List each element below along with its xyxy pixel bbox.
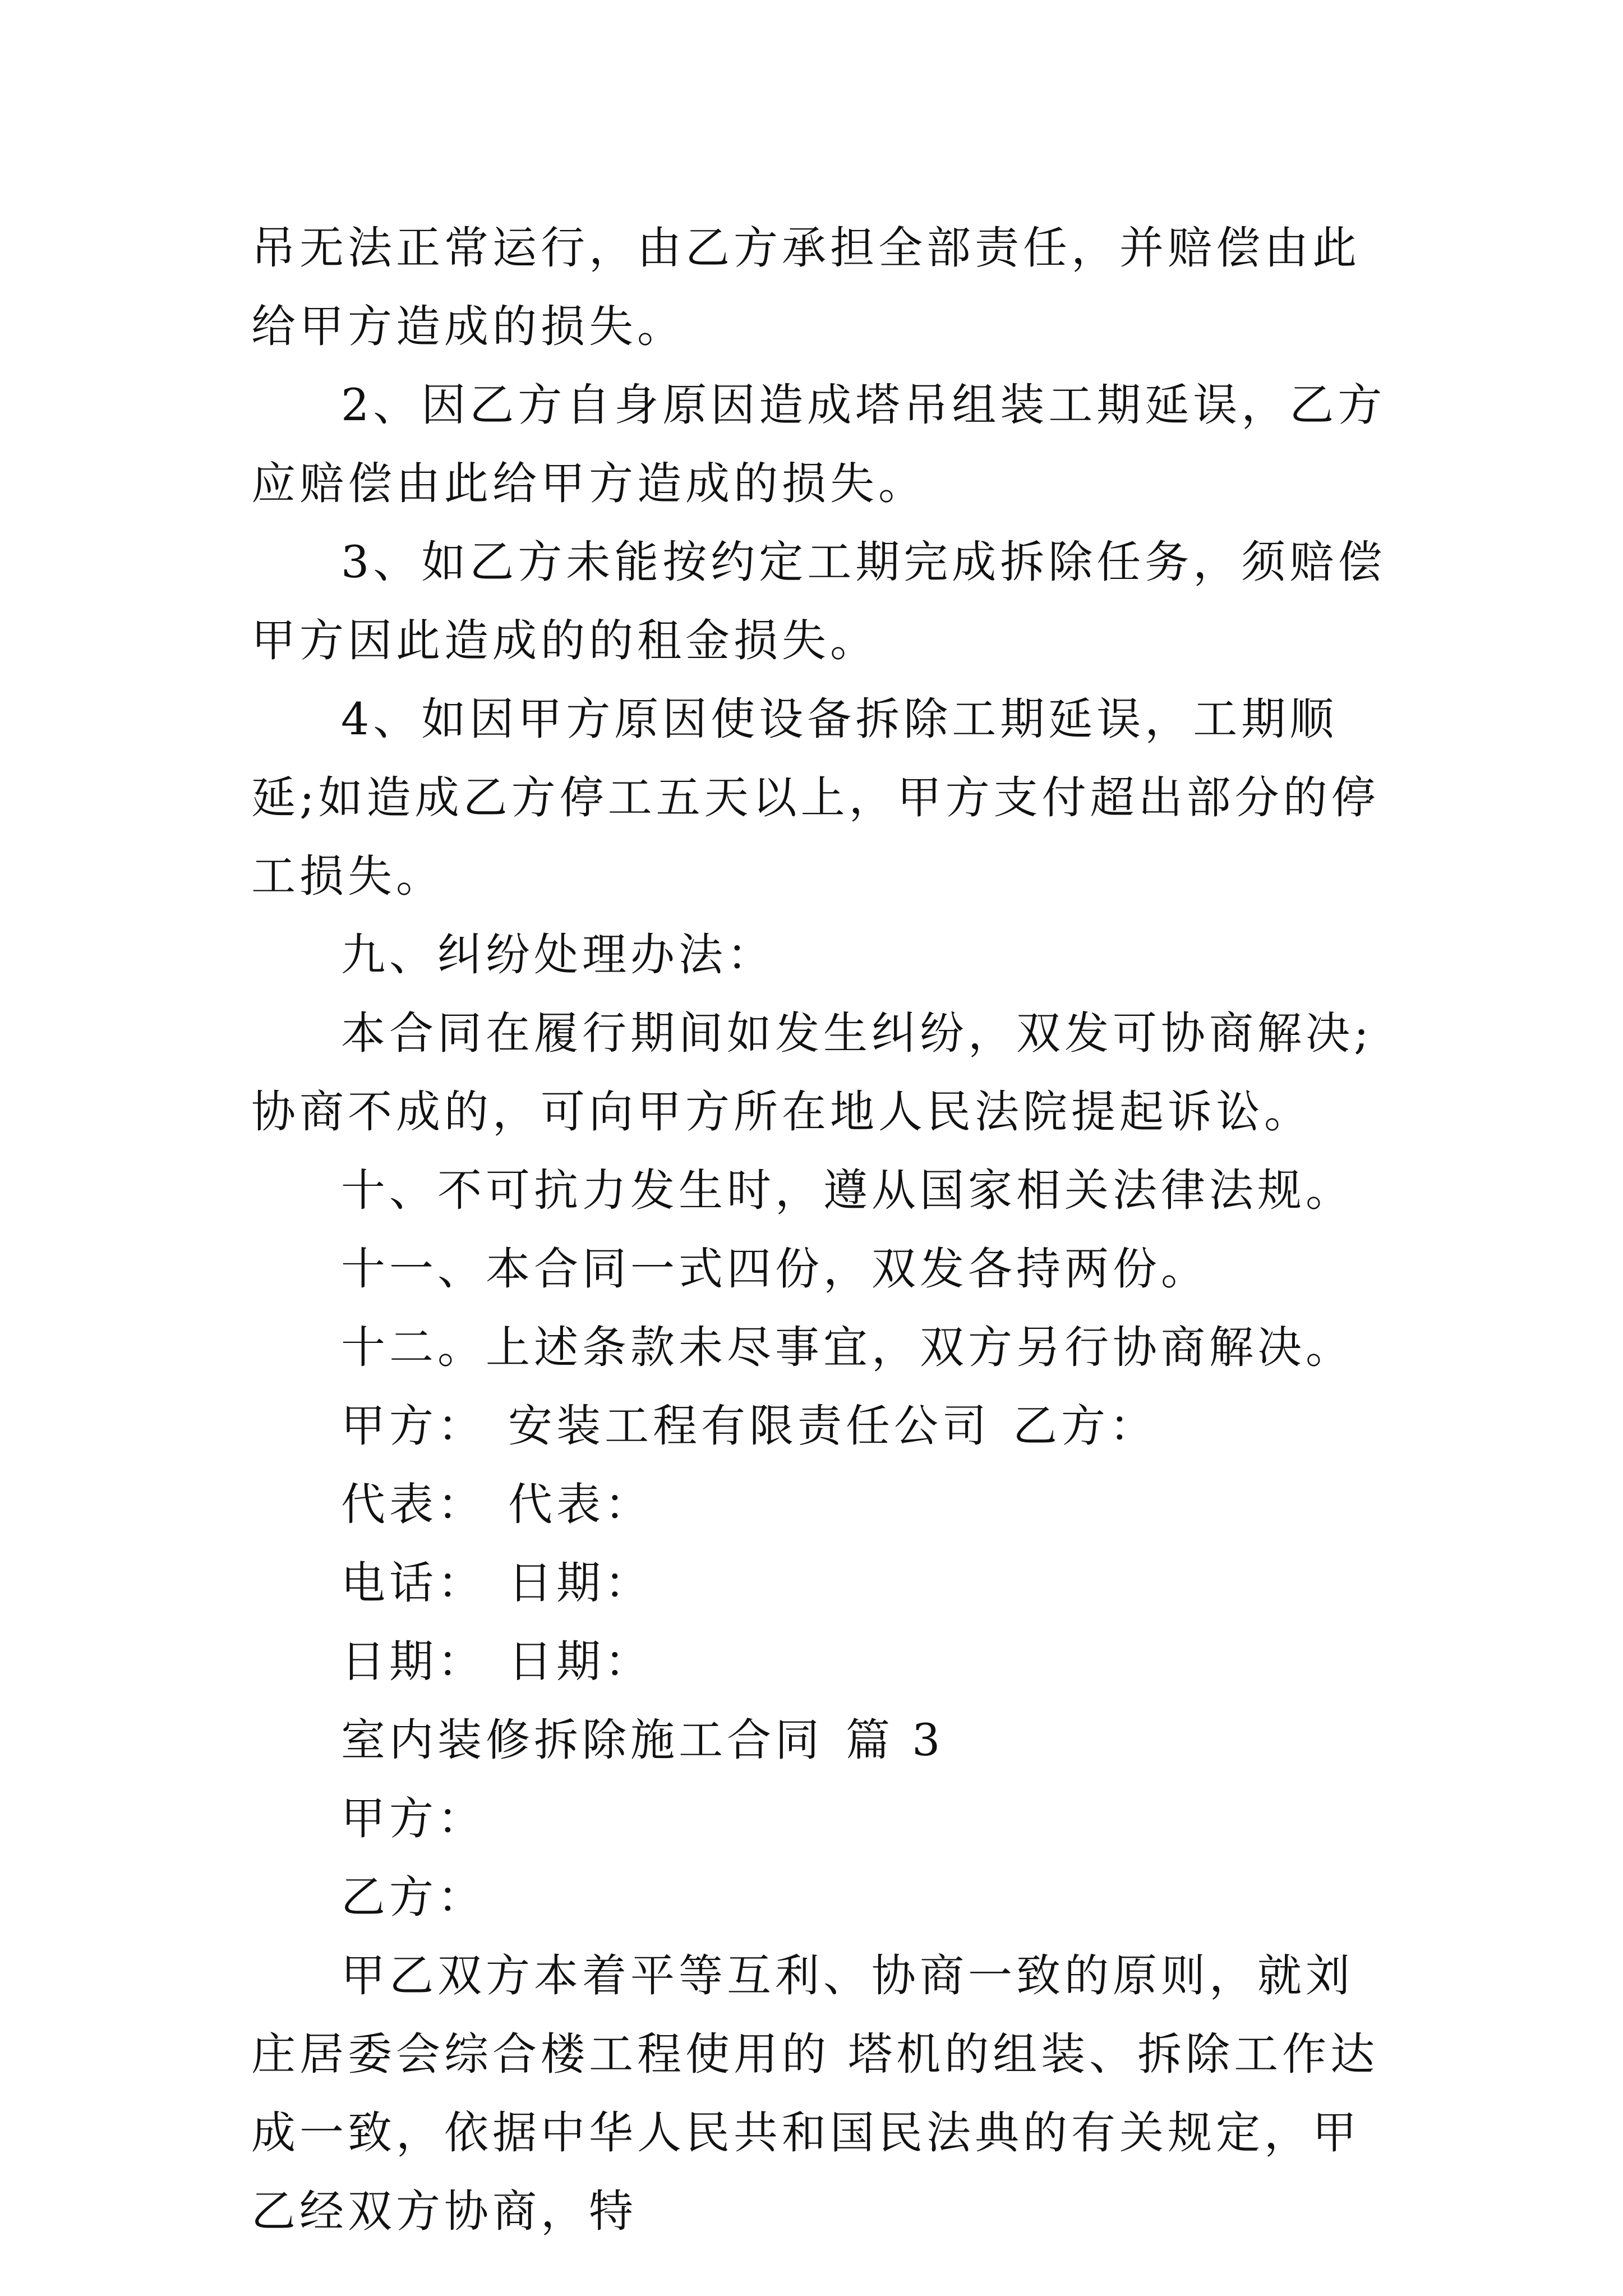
paragraph-dispute-body: 本合同在履行期间如发生纠纷，双发可协商解决;协商不成的，可向甲方所在地人民法院提起诉讼。 [251,1007,1373,1138]
date-b2-label: 日期： [508,1636,653,1687]
heading-dispute-resolution: 九、纠纷处理办法： [341,929,775,981]
signature-representative-line [251,1465,1395,1544]
party-b-label: 乙方： [1013,1400,1158,1452]
paragraph-clause-2: 2、因乙方自身原因造成塔吊组装工期延误，乙方应赔偿由此给甲方造成的损失。 [251,379,1386,509]
section-party-a: 甲方： [341,1793,486,1844]
section-party-b: 乙方： [341,1871,486,1923]
date-a-label: 日期： [341,1636,486,1687]
paragraph-other-matters: 十二。上述条款未尽事宜，双方另行协商解决。 [341,1322,1354,1373]
paragraph-force-majeure: 十、不可抗力发生时，遵从国家相关法律法规。 [341,1165,1354,1216]
section-title-text: 室内装修拆除施工合同 [341,1714,823,1766]
paragraph-clause-4: 4、如因甲方原因使设备拆除工期延误，工期顺延;如造成乙方停工五天以上，甲方支付超出部分的停工损失。 [251,693,1380,902]
party-a-label: 甲方： [341,1400,486,1452]
document-body [251,209,1395,2251]
paragraph-copies: 十一、本合同一式四份，双发各持两份。 [341,1243,1209,1295]
section-body-paragraph: 甲乙双方本着平等互利、协商一致的原则，就刘庄居委会综合楼工程使用的 塔机的组装、拆除工作达成一致，依据中华人民共和国民法典的有关规定，甲乙经双方协商，特 [251,1950,1379,2237]
signature-phone-line [251,1544,1395,1622]
rep-a-label: 代表： [341,1479,486,1530]
paragraph-liability-crane: 吊无法正常运行，由乙方承担全部责任，并赔偿由此给甲方造成的损失。 [251,222,1361,352]
rep-b-label: 代表： [508,1479,653,1530]
signature-date-line [251,1622,1395,1701]
section-title [251,1701,1395,1779]
signature-party-line [251,1387,1395,1465]
phone-a-label: 电话： [341,1557,486,1609]
date-b-label: 日期： [508,1557,653,1609]
paragraph-clause-3: 3、如乙方未能按约定工期完成拆除任务，须赔偿甲方因此造成的的租金损失。 [251,536,1386,666]
section-part-number: 篇 3 [846,1714,944,1766]
party-a-name: 安装工程有限责任公司 [508,1400,990,1452]
